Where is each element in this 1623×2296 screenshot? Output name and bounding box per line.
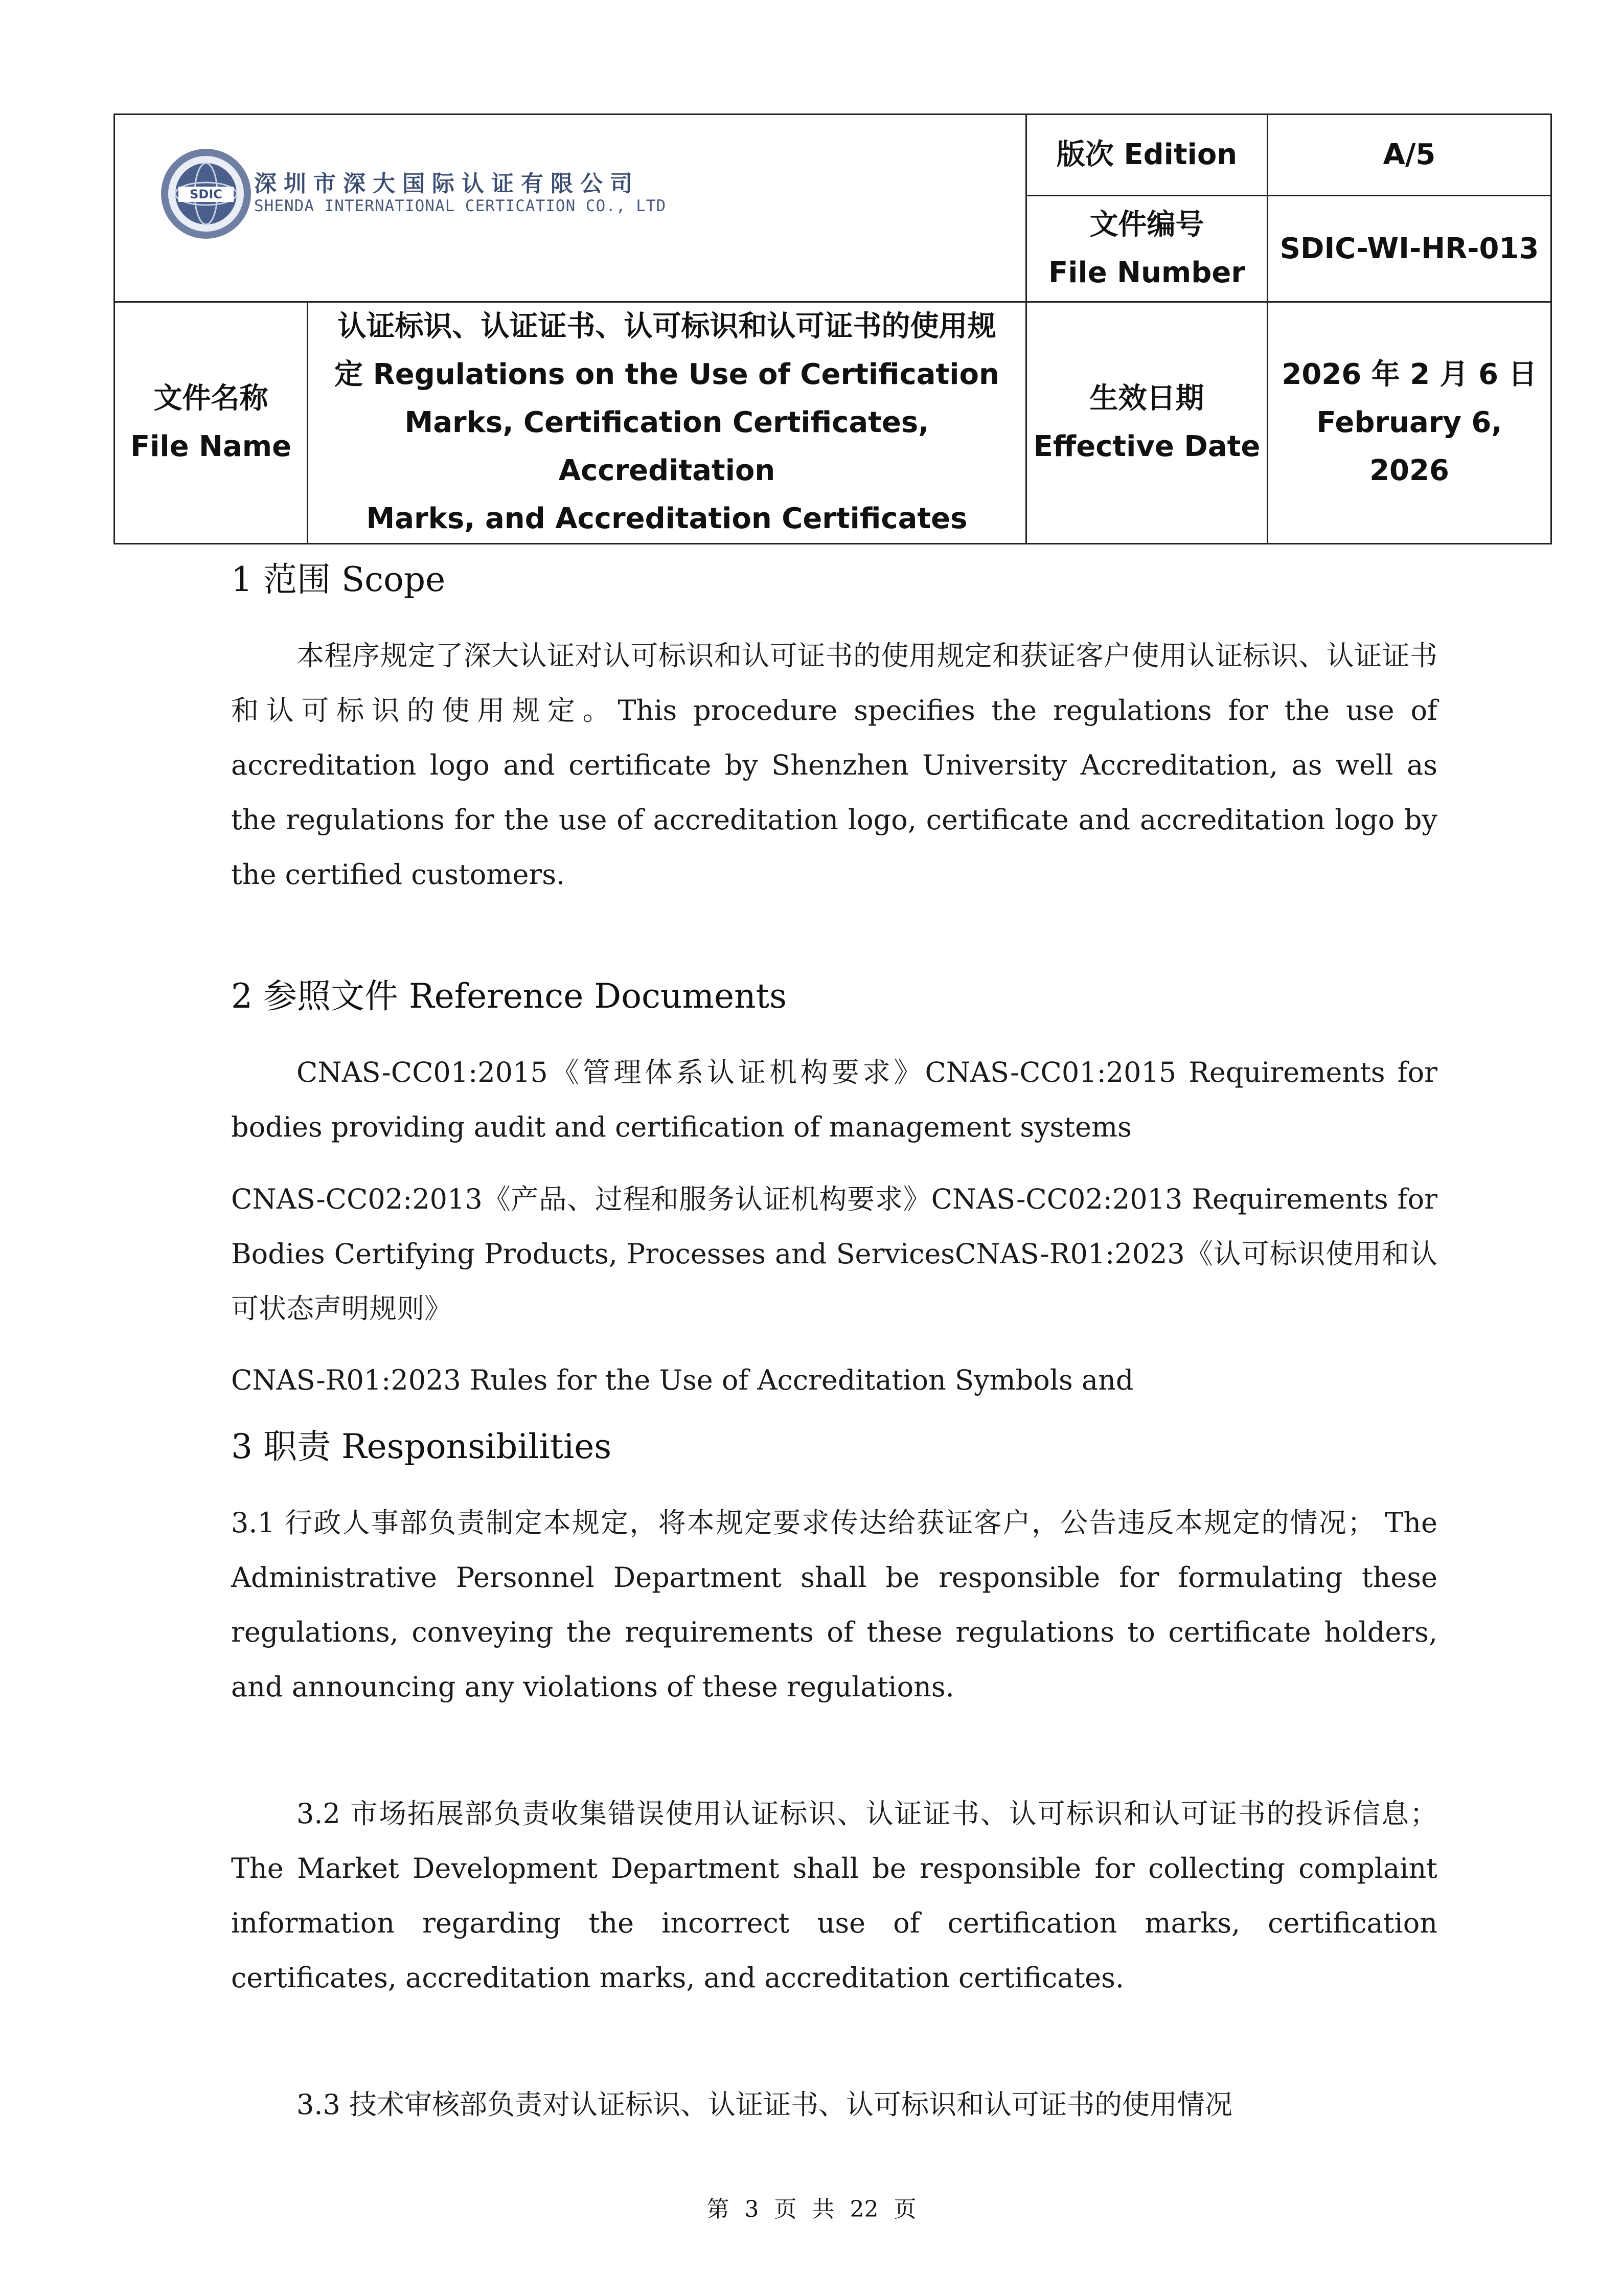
logo-text: SDIC	[190, 187, 222, 201]
document-header-table	[113, 113, 1552, 544]
section-3-paragraph-1: 3.1 行政人事部负责制定本规定，将本规定要求传达给获证客户，公告违反本规定的情况； The Administrative Personnel Department shall be responsible for formulating these regulations, conveying the requirements of these regulations to certificate holders, and announcing any violations of these regulations.	[231, 1507, 1437, 1703]
company-name-cn: 深圳市深大国际认证有限公司	[254, 171, 639, 197]
section-2-paragraph-3: CNAS-R01:2023 Rules for the Use of Accreditation Symbols and	[231, 1364, 1134, 1396]
section-2-heading: 2 参照文件 Reference Documents	[231, 976, 787, 1016]
company-logo	[159, 147, 721, 249]
effective-date-label-cn: 生效日期	[1089, 382, 1204, 415]
file-name-label	[115, 302, 308, 544]
effective-date-label	[1026, 302, 1268, 544]
file-number-value: SDIC-WI-HR-013	[1268, 196, 1551, 302]
page-number-footer: 第 3 页 共 22 页	[706, 2196, 917, 2222]
file-name-line: Marks, Certification Certificates, Accreditation	[404, 406, 929, 487]
file-name-label-en: File Name	[130, 430, 292, 463]
sdic-seal-icon	[159, 147, 253, 241]
file-number-label-en: File Number	[1048, 256, 1245, 289]
file-number-label	[1026, 196, 1268, 302]
effective-date-value-en: February 6, 2026	[1316, 406, 1502, 487]
file-name-line: 认证标识、认证证书、认可标识和认可证书的使用规	[337, 310, 996, 343]
file-number-label-cn: 文件编号	[1089, 208, 1204, 241]
section-1-heading: 1 范围 Scope	[231, 560, 446, 599]
section-2-paragraph-1: CNAS-CC01:2015《管理体系认证机构要求》CNAS-CC01:2015 Requirements for bodies providing audit and certification of management systems	[231, 1056, 1437, 1143]
file-name-line: Marks, and Accreditation Certificates	[366, 502, 968, 535]
company-name-en: SHENDA INTERNATIONAL CERTICATION CO., LTD	[254, 197, 667, 215]
file-name-value	[308, 302, 1026, 544]
edition-value: A/5	[1268, 115, 1551, 196]
effective-date-label-en: Effective Date	[1033, 430, 1261, 463]
effective-date-value	[1268, 302, 1551, 544]
file-name-line: 定 Regulations on the Use of Certification	[334, 358, 999, 391]
effective-date-value-cn: 2026 年 2 月 6 日	[1282, 358, 1537, 391]
company-logo-cell	[115, 115, 1026, 302]
edition-label: 版次 Edition	[1026, 115, 1268, 196]
section-3-heading: 3 职责 Responsibilities	[231, 1427, 612, 1466]
file-name-label-cn: 文件名称	[153, 382, 268, 415]
section-3-paragraph-2: 3.2 市场拓展部负责收集错误使用认证标识、认证证书、认可标识和认可证书的投诉信息； The Market Development Department shall be responsible for collecting complaint information regarding the incorrect use of certification marks, certification certificates, accreditation marks, and accreditation certificates.	[231, 1798, 1437, 1994]
section-3-paragraph-3: 3.3 技术审核部负责对认证标识、认证证书、认可标识和认可证书的使用情况	[296, 2088, 1233, 2121]
section-2-paragraph-2: CNAS-CC02:2013《产品、过程和服务认证机构要求》CNAS-CC02:2013 Requirements for Bodies Certifying Products, Processes and ServicesCNAS-R01:2023《认可标识使用和认可状态声明规则》	[231, 1183, 1437, 1325]
section-1-paragraph: 本程序规定了深大认证对认可标识和认可证书的使用规定和获证客户使用认证标识、认证证书和认可标识的使用规定。This procedure specifies the regulations for the use of accreditation logo and certificate by Shenzhen University Accreditation, as well as the regulations for the use of accreditation logo, certificate and accreditation logo by the certified customers.	[231, 640, 1437, 891]
